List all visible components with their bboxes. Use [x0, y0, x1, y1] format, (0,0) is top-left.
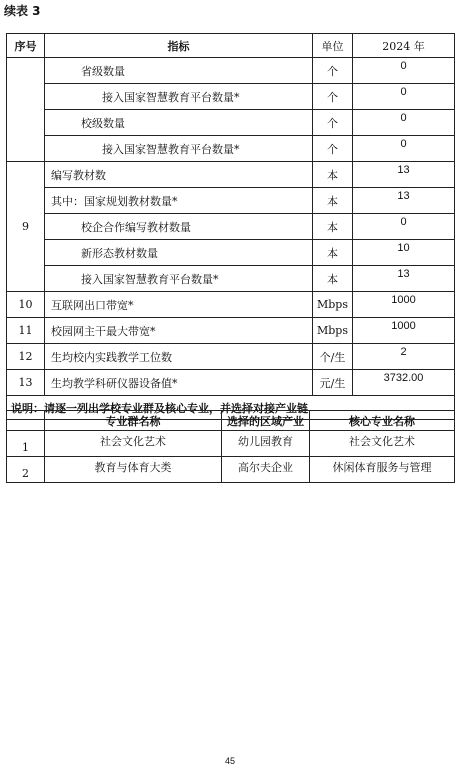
value-cell: 2 — [353, 344, 455, 370]
indicator-label: 接入国家智慧教育平台数量* — [45, 84, 313, 110]
seq-cell-continued — [7, 58, 45, 162]
groups-header-row — [7, 411, 455, 431]
value-cell: 1000 — [353, 318, 455, 344]
table-row — [7, 58, 455, 84]
value-cell: 0 — [353, 136, 455, 162]
groups-name: 教育与体育大类 — [45, 457, 222, 483]
indicator-label: 生均教学科研仪器设备值* — [45, 370, 313, 396]
groups-row — [7, 457, 455, 483]
seq-cell: 13 — [7, 370, 45, 396]
indicator-label: 校企合作编写教材数量 — [45, 214, 313, 240]
indicator-label: 校级数量 — [45, 110, 313, 136]
unit-cell: 个 — [313, 136, 353, 162]
groups-header-core: 核心专业名称 — [310, 411, 455, 431]
table-row — [7, 214, 455, 240]
indicator-label: 接入国家智慧教育平台数量* — [45, 136, 313, 162]
indicator-label: 编写教材数 — [45, 162, 313, 188]
table-row — [7, 84, 455, 110]
unit-cell: 本 — [313, 240, 353, 266]
seq-cell: 12 — [7, 344, 45, 370]
table-row — [7, 266, 455, 292]
value-cell: 13 — [353, 188, 455, 214]
value-cell: 3732.00 — [353, 370, 455, 396]
indicator-label: 新形态教材数量 — [45, 240, 313, 266]
header-year: 2024 年 — [353, 34, 455, 58]
seq-cell: 10 — [7, 292, 45, 318]
groups-header-industry: 选择的区域产业 — [222, 411, 310, 431]
seq-cell: 11 — [7, 318, 45, 344]
value-cell: 0 — [353, 58, 455, 84]
table-row — [7, 188, 455, 214]
unit-cell: Mbps — [313, 318, 353, 344]
indicator-label: 校园网主干最大带宽* — [45, 318, 313, 344]
professional-groups-table — [6, 410, 455, 483]
value-cell: 0 — [353, 84, 455, 110]
table-row — [7, 240, 455, 266]
groups-header-seq — [7, 411, 45, 431]
unit-cell: 个/生 — [313, 344, 353, 370]
table-header-row — [7, 34, 455, 58]
table-row — [7, 370, 455, 396]
header-seq: 序号 — [7, 34, 45, 58]
unit-cell: 个 — [313, 110, 353, 136]
groups-core: 社会文化艺术 — [310, 431, 455, 457]
table-row — [7, 136, 455, 162]
note-text: 说明：请逐一列出学校专业群及核心专业，并选择对接产业链 — [7, 396, 455, 420]
groups-seq: 1 — [7, 431, 45, 457]
header-indicator: 指标 — [45, 34, 313, 58]
unit-cell: 本 — [313, 214, 353, 240]
indicator-label: 其中：国家规划教材数量* — [45, 188, 313, 214]
table-row — [7, 110, 455, 136]
unit-cell: 元/生 — [313, 370, 353, 396]
value-cell: 0 — [353, 110, 455, 136]
value-cell: 13 — [353, 266, 455, 292]
unit-cell: Mbps — [313, 292, 353, 318]
groups-header-name: 专业群名称 — [45, 411, 222, 431]
value-cell: 10 — [353, 240, 455, 266]
indicator-label: 省级数量 — [45, 58, 313, 84]
unit-cell: 本 — [313, 162, 353, 188]
table-row — [7, 162, 455, 188]
indicator-label: 互联网出口带宽* — [45, 292, 313, 318]
groups-industry: 高尔夫企业 — [222, 457, 310, 483]
table-caption: 续表 3 — [4, 4, 41, 18]
indicator-table — [6, 33, 455, 420]
groups-name: 社会文化艺术 — [45, 431, 222, 457]
unit-cell: 个 — [313, 58, 353, 84]
value-cell: 13 — [353, 162, 455, 188]
table-row — [7, 344, 455, 370]
table-row — [7, 292, 455, 318]
value-cell: 1000 — [353, 292, 455, 318]
header-unit: 单位 — [313, 34, 353, 58]
seq-cell: 9 — [7, 162, 45, 292]
page-number: 45 — [224, 756, 235, 766]
unit-cell: 本 — [313, 266, 353, 292]
groups-seq: 2 — [7, 457, 45, 483]
value-cell: 0 — [353, 214, 455, 240]
groups-row — [7, 431, 455, 457]
table-row — [7, 318, 455, 344]
indicator-label: 接入国家智慧教育平台数量* — [45, 266, 313, 292]
indicator-label: 生均校内实践教学工位数 — [45, 344, 313, 370]
unit-cell: 个 — [313, 84, 353, 110]
unit-cell: 本 — [313, 188, 353, 214]
groups-core: 休闲体育服务与管理 — [310, 457, 455, 483]
groups-industry: 幼儿园教育 — [222, 431, 310, 457]
